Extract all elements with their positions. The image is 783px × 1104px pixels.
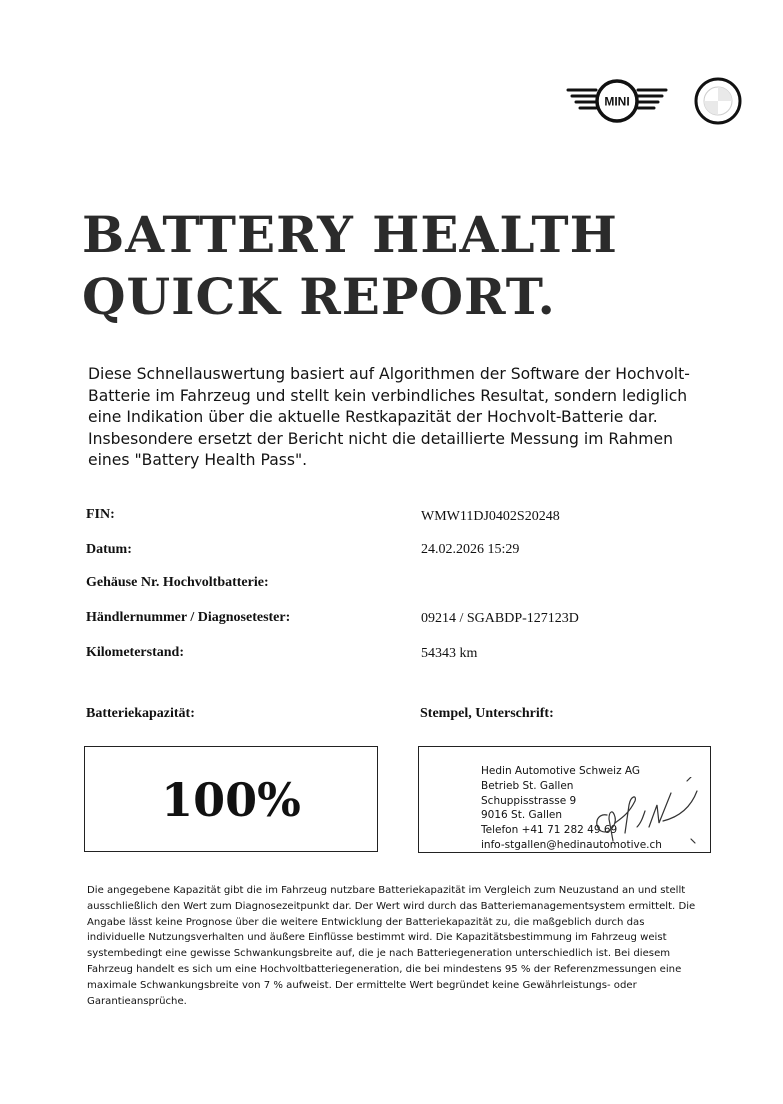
stamp-branch: Betrieb St. Gallen <box>481 779 574 792</box>
stamp-city: 9016 St. Gallen <box>481 809 563 822</box>
title-line-2: QUICK REPORT. <box>82 267 556 326</box>
battery-housing-label: Gehäuse Nr. Hochvoltbatterie: <box>86 575 269 590</box>
capacity-box <box>84 746 378 852</box>
stamp-box <box>418 746 711 853</box>
stamp-email: info-stgallen@hedinautomotive.ch <box>481 838 662 851</box>
stamp-phone: Telefon +41 71 282 49 69 <box>481 824 618 837</box>
mini-logo-text: MINI <box>604 94 630 109</box>
fin-label: FIN: <box>86 507 115 522</box>
mileage-label: Kilometerstand: <box>86 645 184 660</box>
title-line-1: BATTERY HEALTH <box>82 205 618 264</box>
stamp-street: Schuppisstrasse 9 <box>481 794 577 807</box>
capacity-label: Batteriekapazität: <box>86 706 195 721</box>
disclaimer-text: Die angegebene Kapazität gibt die im Fahrzeug nutzbare Batteriekapazität im Vergleich zum Neuzustand an und stellt ausschließlich den Wert zum Diagnosezeitpunkt dar. Der Wert wird durch das Batteriemanagementsystem ermittelt. Die Angabe lässt keine Prognose über die weitere Entwicklung der Batteriekapazität zu, die maßgeblich durch das individuelle Nutzungsverhalten und äußere Einflüsse bestimmt wird. Die Kapazitätsbestimmung im Fahrzeug weist systembedingt eine gewisse Schwankungsbreite auf, die je nach Batteriegeneration unterschiedlich ist. Bei diesem Fahrzeug handelt es sich um eine Hochvoltbatteriegeneration, die bei mindestens 95 % der Referenzmessungen eine maximale Schwankungsbreite von 7 % aufweist. Der ermittelte Wert begründet keine Gewährleistungs- oder Garantieansprüche. <box>87 885 696 1007</box>
fin-value: WMW11DJ0402S20248 <box>421 509 560 524</box>
datum-label: Datum: <box>86 542 132 557</box>
intro-paragraph: Diese Schnellauswertung basiert auf Algorithmen der Software der Hochvolt-Batterie im Fahrzeug und stellt kein verbindliches Resultat, sondern lediglich eine Indikation über die aktuelle Restkapazität der Hochvolt-Batterie dar. Insbesondere ersetzt der Bericht nicht die detaillierte Messung im Rahmen eines "Battery Health Pass". <box>88 365 690 469</box>
mileage-value: 54343 km <box>421 646 478 661</box>
dealer-number-label: Händlernummer / Diagnosetester: <box>86 610 291 625</box>
handwritten-signature <box>579 777 699 847</box>
stamp-company: Hedin Automotive Schweiz AG <box>481 765 641 777</box>
dealer-number-value: 09214 / SGABDP-127123D <box>421 611 579 626</box>
capacity-value: 100% <box>161 773 301 827</box>
bmw-logo <box>694 77 742 125</box>
datum-value: 24.02.2026 15:29 <box>421 542 520 557</box>
mini-logo <box>566 76 668 128</box>
stamp-label: Stempel, Unterschrift: <box>420 706 554 721</box>
